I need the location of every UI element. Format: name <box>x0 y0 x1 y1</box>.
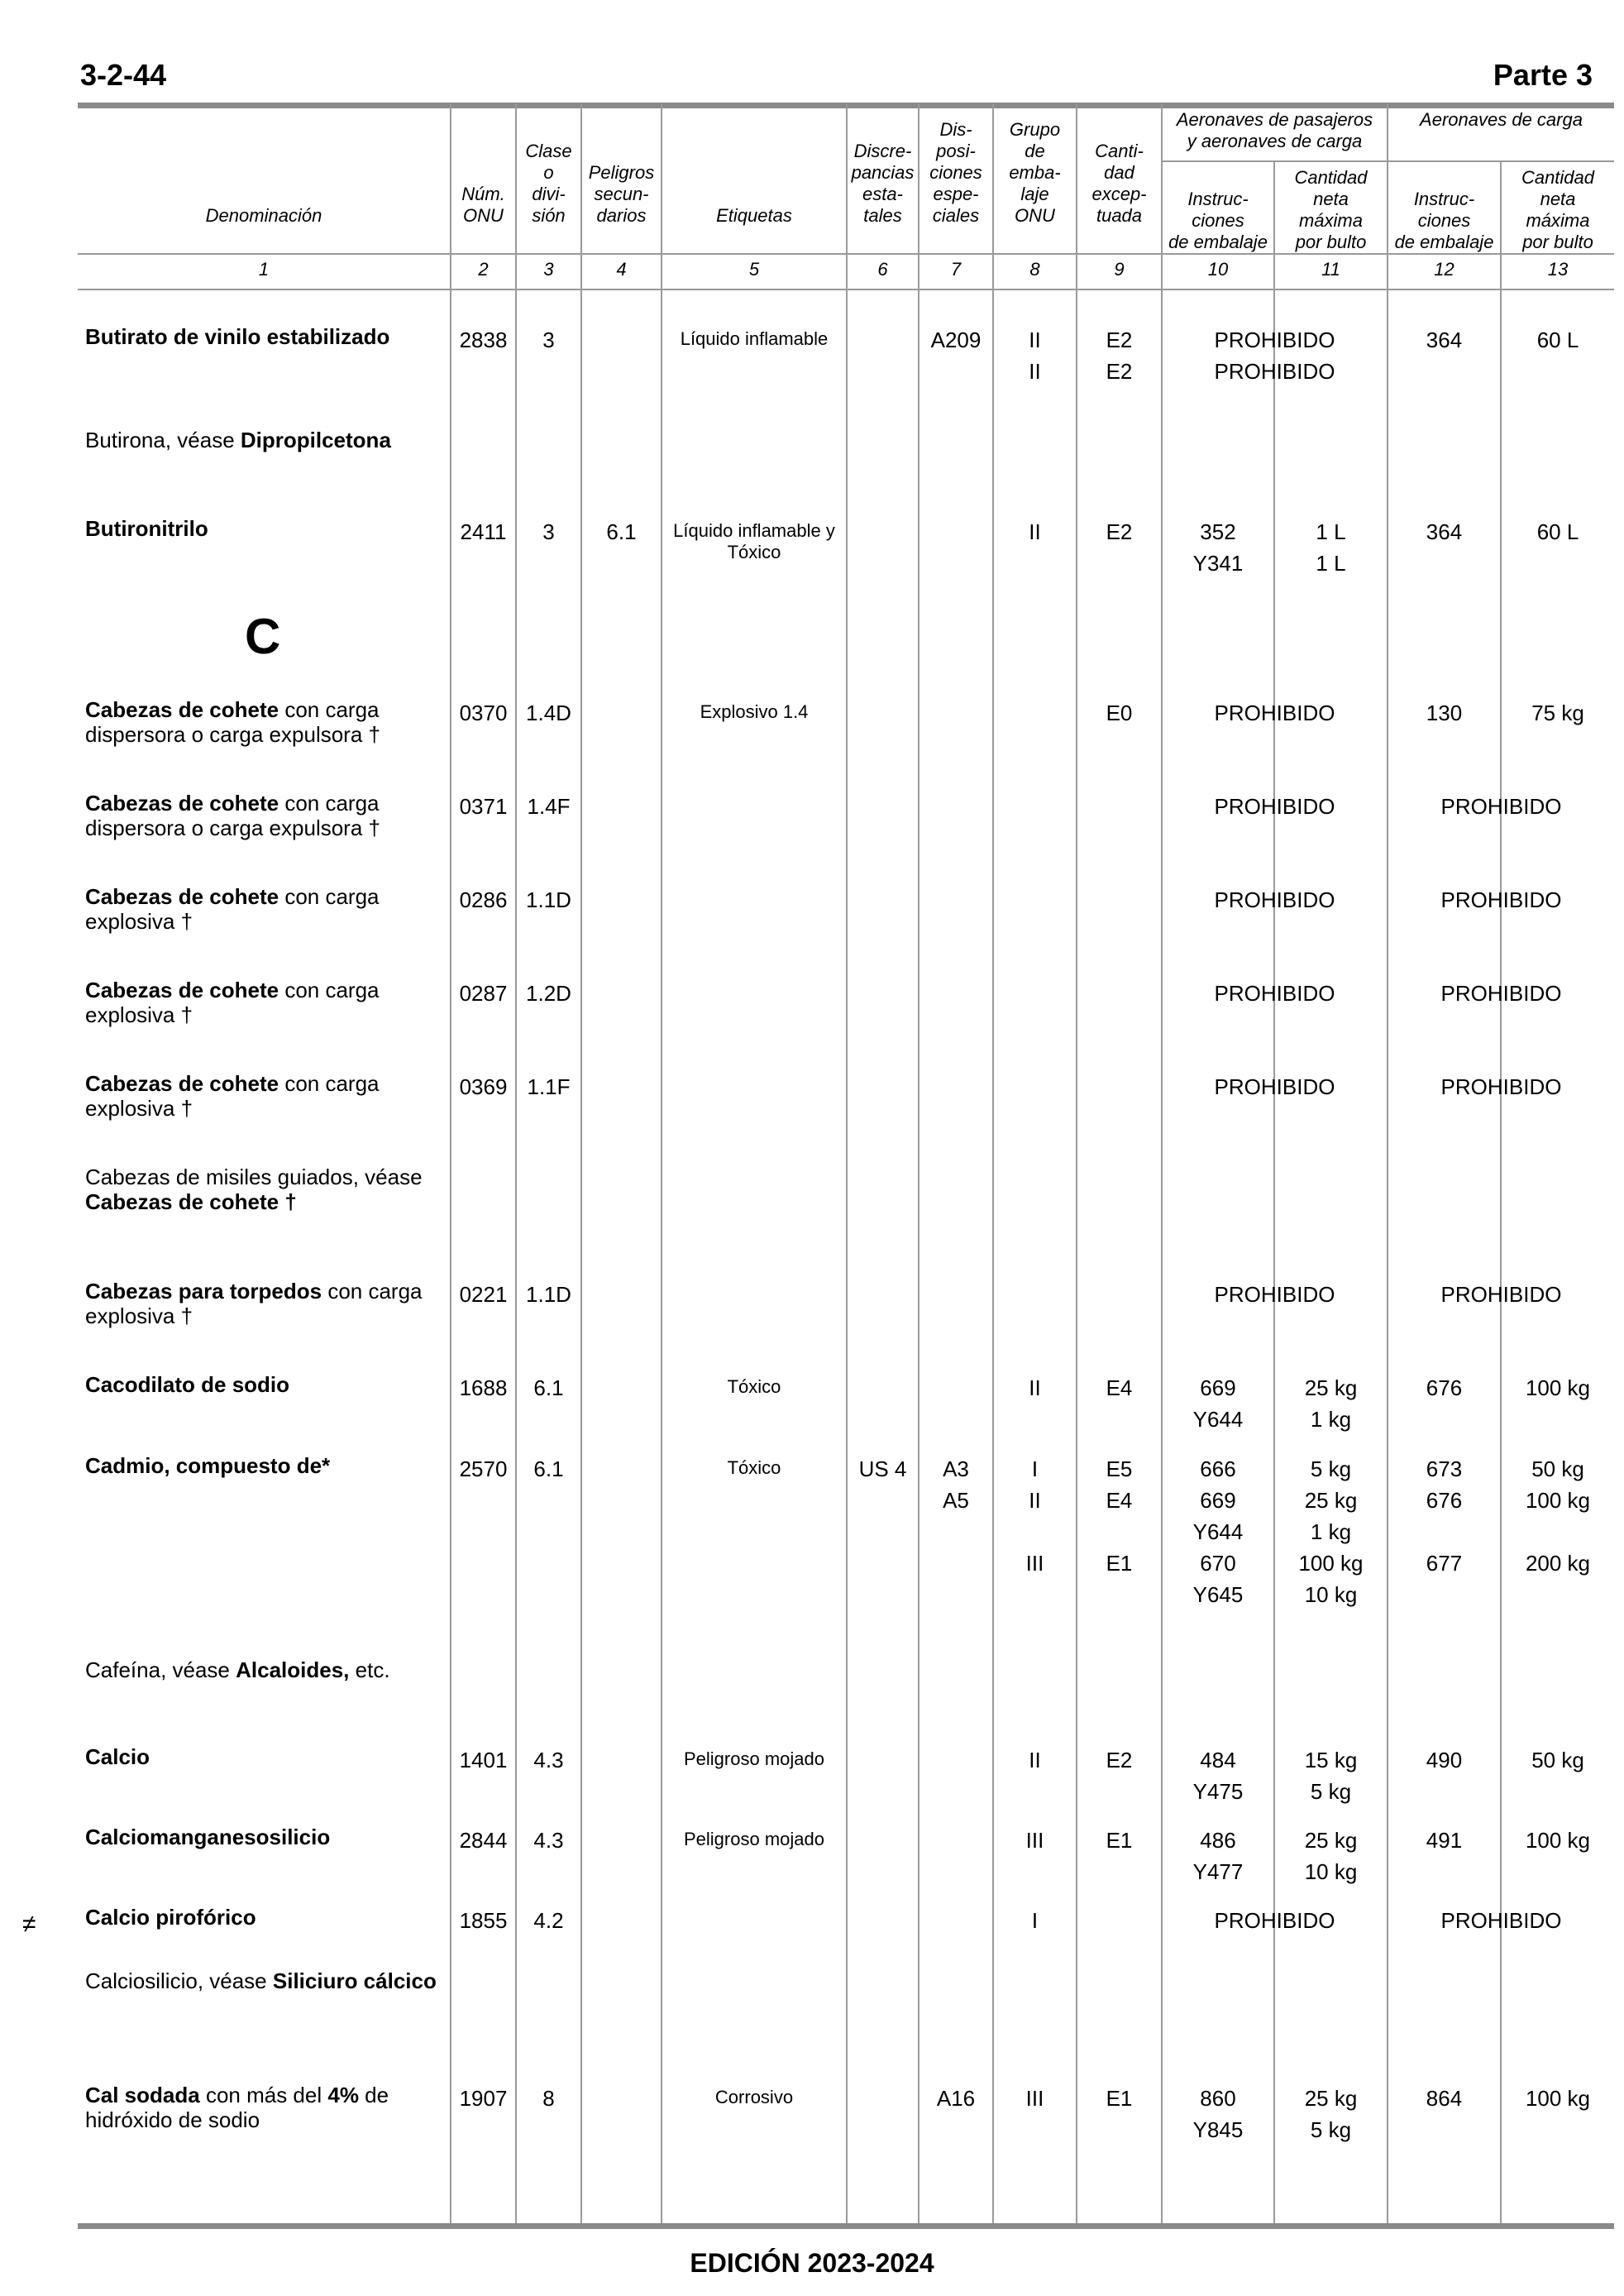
class-division: 3 <box>542 519 555 544</box>
header-etiquetas: Etiquetas <box>716 205 792 226</box>
excepted-quantity: E1 <box>1106 2086 1133 2111</box>
header-cantidad-pax: Cantidad neta máxima por bulto <box>1294 167 1368 252</box>
hazard-label: Corrosivo <box>714 2087 794 2107</box>
col-number: 13 <box>1547 259 1569 280</box>
passenger-prohibited: PROHIBIDO PROHIBIDO <box>1214 328 1335 384</box>
col-divider <box>918 104 919 2223</box>
un-number: 0371 <box>459 794 508 819</box>
hazard-label: Líquido inflamable y Tóxico <box>673 520 835 562</box>
entry-name: Cabezas de cohete con carga explosiva † <box>85 978 380 1027</box>
entry-name: Calcio pirofórico <box>85 1905 256 1930</box>
cargo-max-quantity: 50 kg <box>1531 1748 1584 1772</box>
edition-footer: EDICIÓN 2023-2024 <box>690 2248 934 2278</box>
header-aeronaves-carga: Aeronaves de carga <box>1420 109 1583 130</box>
class-division: 1.1D <box>526 887 571 912</box>
pax-max-quantity: 25 kg 1 kg <box>1304 1375 1358 1432</box>
pax-max-quantity: 25 kg 5 kg <box>1304 2086 1358 2142</box>
class-division: 6.1 <box>533 1375 564 1400</box>
pax-packing-instruction: 666 669 Y644 670 Y645 <box>1192 1457 1244 1607</box>
cargo-packing-instruction: 491 <box>1426 1828 1463 1853</box>
header-instrucciones-pax: Instruc- ciones de embalaje <box>1168 189 1268 252</box>
class-division: 3 <box>542 328 555 352</box>
col-number: 2 <box>478 259 489 280</box>
un-number: 1401 <box>459 1748 508 1772</box>
class-division: 1.4D <box>526 701 571 725</box>
bottom-rule <box>78 2223 1614 2229</box>
pax-max-quantity: 25 kg 10 kg <box>1304 1828 1358 1884</box>
hazard-label: Líquido inflamable <box>680 328 829 349</box>
cargo-prohibited: PROHIBIDO <box>1440 1074 1562 1099</box>
un-number: 2838 <box>459 328 508 352</box>
header-aeronaves-pasajeros: Aeronaves de pasajeros y aeronaves de carga <box>1176 109 1373 151</box>
col-number: 3 <box>543 259 554 280</box>
state-variation: US 4 <box>858 1457 907 1481</box>
excepted-quantity: E2 E2 <box>1106 328 1133 384</box>
cargo-packing-instruction: 490 <box>1426 1748 1463 1772</box>
col-number: 10 <box>1207 259 1229 280</box>
cargo-max-quantity: 60 L <box>1536 519 1579 544</box>
special-provisions: A3 A5 <box>943 1457 969 1513</box>
passenger-prohibited: PROHIBIDO <box>1214 794 1335 819</box>
cargo-prohibited: PROHIBIDO <box>1440 1908 1562 1933</box>
un-number: 1907 <box>459 2086 508 2111</box>
entry-name: Cabezas de cohete con carga dispersora o carga expulsora † <box>85 791 380 840</box>
cargo-packing-instruction: 130 <box>1426 701 1463 725</box>
class-division: 4.2 <box>533 1908 564 1933</box>
class-division: 1.1D <box>526 1282 571 1307</box>
un-number: 2411 <box>460 519 507 544</box>
class-division: 1.2D <box>526 981 571 1006</box>
class-division: 8 <box>542 2086 555 2111</box>
entry-name: Cabezas de cohete con carga dispersora o carga expulsora † <box>85 697 380 747</box>
col-divider <box>846 104 848 2223</box>
un-number: 1855 <box>459 1908 508 1933</box>
header-cantidad-exceptuada: Canti- dad excep- tuada <box>1091 141 1147 226</box>
hazard-label: Explosivo 1.4 <box>700 701 809 722</box>
hazard-label: Peligroso mojado <box>684 1748 824 1769</box>
col-number: 9 <box>1114 259 1125 280</box>
entry-name: Butironitrilo <box>85 516 208 541</box>
hazard-label: Peligroso mojado <box>684 1829 824 1849</box>
entry-name: Butirona, véase Dipropilcetona <box>85 428 391 452</box>
cargo-prohibited: PROHIBIDO <box>1440 1282 1562 1307</box>
un-number: 0286 <box>459 887 508 912</box>
special-provisions: A209 <box>930 328 982 352</box>
part-title: Parte 3 <box>1493 58 1593 92</box>
col-number: 11 <box>1321 259 1340 280</box>
un-number: 2844 <box>459 1828 508 1853</box>
pax-packing-instruction: 860 Y845 <box>1192 2086 1244 2142</box>
subsidiary-hazard: 6.1 <box>606 519 637 544</box>
excepted-quantity: E0 <box>1106 701 1133 725</box>
cargo-max-quantity: 100 kg <box>1525 2086 1591 2111</box>
cargo-max-quantity: 75 kg <box>1531 701 1584 725</box>
excepted-quantity: E2 <box>1106 1748 1133 1772</box>
entry-name: Calciosilicio, véase Siliciuro cálcico <box>85 1968 437 1993</box>
col-number: 5 <box>748 259 760 280</box>
header-disposiciones: Dis- posi- ciones espe- ciales <box>929 119 982 226</box>
col-number: 1 <box>258 259 270 280</box>
packing-group: III <box>1025 2086 1044 2111</box>
header-num-onu: Núm. ONU <box>461 184 505 226</box>
passenger-prohibited: PROHIBIDO <box>1214 887 1335 912</box>
entry-name: Cabezas para torpedos con carga explosiva † <box>85 1279 423 1328</box>
un-number: 1688 <box>459 1375 508 1400</box>
cargo-packing-instruction: 364 <box>1426 328 1463 352</box>
pax-max-quantity: 5 kg 25 kg 1 kg 100 kg 10 kg <box>1298 1457 1364 1607</box>
excepted-quantity: E5 E4 E1 <box>1106 1457 1133 1576</box>
entry-name: Cal sodada con más del 4% de hidróxido de sodio <box>85 2083 389 2132</box>
entry-name: Cabezas de cohete con carga explosiva † <box>85 1071 380 1121</box>
un-number: 0287 <box>459 981 508 1006</box>
pax-packing-instruction: 669 Y644 <box>1192 1375 1244 1432</box>
col-number: 8 <box>1029 259 1040 280</box>
entry-name: Cadmio, compuesto de* <box>85 1453 331 1478</box>
cargo-prohibited: PROHIBIDO <box>1440 887 1562 912</box>
class-division: 4.3 <box>533 1828 564 1853</box>
col-divider <box>580 104 582 2223</box>
col-divider <box>661 104 662 2223</box>
col-number: 6 <box>877 259 888 280</box>
entry-name: Cafeína, véase Alcaloides, etc. <box>85 1657 390 1682</box>
cargo-prohibited: PROHIBIDO <box>1440 981 1562 1006</box>
hazard-label: Tóxico <box>727 1376 781 1397</box>
packing-group: II II <box>1029 328 1041 384</box>
entry-name: Cabezas de cohete con carga explosiva † <box>85 884 380 934</box>
packing-group: I <box>1031 1908 1039 1933</box>
header-discrepancias: Discre- pancias esta- tales <box>851 141 915 226</box>
header-denominacion: Denominación <box>205 205 322 226</box>
packing-group: I II III <box>1025 1457 1044 1576</box>
entry-name: Cacodilato de sodio <box>85 1372 290 1397</box>
passenger-prohibited: PROHIBIDO <box>1214 1282 1335 1307</box>
cargo-max-quantity: 60 L <box>1536 328 1579 352</box>
un-number: 2570 <box>459 1457 508 1481</box>
cargo-packing-instruction: 673 676 677 <box>1426 1457 1463 1576</box>
excepted-quantity: E1 <box>1106 1828 1133 1853</box>
header-instrucciones-carga: Instruc- ciones de embalaje <box>1394 189 1494 252</box>
header-peligros: Peligros secun- darios <box>588 162 655 226</box>
pax-packing-instruction: 352 Y341 <box>1192 519 1244 576</box>
passenger-prohibited: PROHIBIDO <box>1214 1074 1335 1099</box>
class-division: 4.3 <box>533 1748 564 1772</box>
entry-name: Butirato de vinilo estabilizado <box>85 324 390 349</box>
class-division: 1.4F <box>527 794 571 819</box>
pax-packing-instruction: 484 Y475 <box>1192 1748 1244 1804</box>
entry-name: Calciomanganesosilicio <box>85 1825 331 1849</box>
packing-group: III <box>1025 1828 1044 1853</box>
cargo-max-quantity: 100 kg <box>1525 1375 1591 1400</box>
col-number: 12 <box>1434 259 1454 280</box>
un-number: 0221 <box>459 1282 508 1307</box>
pax-max-quantity: 15 kg 5 kg <box>1304 1748 1358 1804</box>
cargo-prohibited: PROHIBIDO <box>1440 794 1562 819</box>
header-grupo-embalaje: Grupo de emba- laje ONU <box>1009 119 1061 226</box>
excepted-quantity: E4 <box>1106 1375 1133 1400</box>
special-provisions: A16 <box>936 2086 976 2111</box>
cargo-max-quantity: 100 kg <box>1525 1828 1591 1853</box>
packing-group: II <box>1029 1375 1041 1400</box>
change-marker: ≠ <box>22 1911 36 1938</box>
excepted-quantity: E2 <box>1106 519 1133 544</box>
col-number: 7 <box>950 259 962 280</box>
cargo-packing-instruction: 676 <box>1426 1375 1463 1400</box>
header-cantidad-carga: Cantidad neta máxima por bulto <box>1521 167 1595 252</box>
entry-name: Cabezas de misiles guiados, véase Cabezas de cohete † <box>85 1165 423 1214</box>
class-division: 1.1F <box>527 1074 571 1099</box>
passenger-prohibited: PROHIBIDO <box>1214 1908 1335 1933</box>
pax-max-quantity: 1 L 1 L <box>1316 519 1346 576</box>
pax-packing-instruction: 486 Y477 <box>1192 1828 1244 1884</box>
header-clase: Clase o divi- sión <box>525 141 572 226</box>
passenger-prohibited: PROHIBIDO <box>1214 701 1335 725</box>
un-number: 0369 <box>459 1074 508 1099</box>
entry-name: Calcio <box>85 1744 150 1769</box>
passenger-prohibited: PROHIBIDO <box>1214 981 1335 1006</box>
hazard-label: Tóxico <box>727 1457 781 1478</box>
section-letter: C <box>245 609 281 664</box>
cargo-packing-instruction: 864 <box>1426 2086 1463 2111</box>
class-division: 6.1 <box>533 1457 564 1481</box>
packing-group: II <box>1029 1748 1041 1772</box>
cargo-packing-instruction: 364 <box>1426 519 1463 544</box>
col-divider <box>1076 104 1077 2223</box>
un-number: 0370 <box>459 701 508 725</box>
cargo-max-quantity: 50 kg 100 kg 200 kg <box>1525 1457 1591 1576</box>
col-number: 4 <box>616 259 627 280</box>
packing-group: II <box>1029 519 1041 544</box>
page-number: 3-2-44 <box>80 58 167 92</box>
